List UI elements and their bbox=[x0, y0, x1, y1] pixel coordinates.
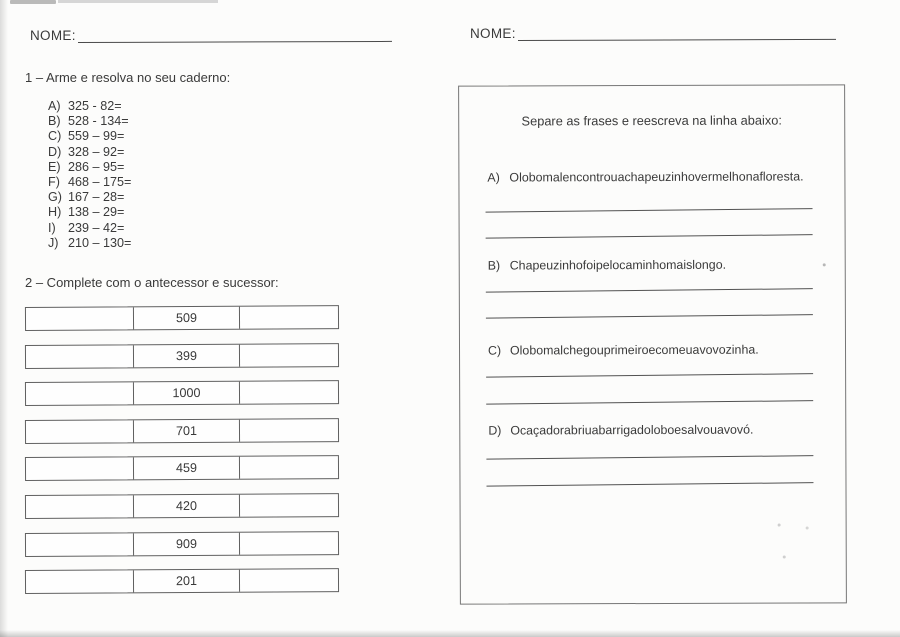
exercise-label: D) bbox=[48, 144, 62, 159]
antecessor-cell bbox=[26, 345, 134, 368]
sentence-label: C) bbox=[487, 343, 502, 358]
exercise-label: G) bbox=[48, 190, 62, 205]
exercise-label: A) bbox=[48, 99, 61, 113]
sentence-item bbox=[488, 423, 753, 438]
scan-edge-shadow-bottom bbox=[0, 630, 900, 637]
scan-edge-shadow-left bbox=[0, 0, 8, 637]
exercise-label: F) bbox=[48, 175, 60, 190]
antecessor-cell bbox=[26, 307, 134, 330]
exercise-item bbox=[48, 145, 131, 160]
sucessor-cell bbox=[240, 456, 338, 479]
answer-line bbox=[486, 208, 813, 212]
antecessor-sucessor-row bbox=[25, 568, 339, 594]
exercise-item bbox=[48, 221, 131, 236]
exercise-item bbox=[48, 236, 131, 251]
antecessor-cell bbox=[26, 495, 134, 518]
answer-line bbox=[486, 400, 813, 404]
sentence-label: B) bbox=[487, 258, 501, 273]
number-cell: 909 bbox=[134, 533, 240, 556]
scan-speck bbox=[823, 263, 826, 266]
exercise-label: J) bbox=[48, 235, 59, 250]
name-blank-line bbox=[518, 37, 836, 41]
number-cell: 701 bbox=[134, 420, 240, 443]
sucessor-cell bbox=[240, 419, 338, 442]
section1-title: 1 – Arme e resolva no seu caderno: bbox=[25, 70, 231, 85]
number-cell: 201 bbox=[134, 570, 240, 593]
exercise-expression: 167 – 28= bbox=[68, 190, 125, 205]
antecessor-cell bbox=[26, 457, 134, 480]
sentence-label: D) bbox=[488, 423, 502, 438]
sentence-text: Olobomalchegouprimeiroecomeuavovozinha. bbox=[509, 342, 759, 358]
number-cell: 509 bbox=[134, 307, 240, 330]
number-cell: 1000 bbox=[134, 382, 240, 405]
exercise-label: C) bbox=[48, 129, 62, 144]
antecessor-sucessor-row bbox=[25, 418, 339, 444]
antecessor-sucessor-row bbox=[25, 343, 339, 369]
antecessor-sucessor-row bbox=[25, 305, 339, 331]
exercise-item bbox=[48, 190, 131, 205]
exercise-expression: 528 - 134= bbox=[68, 114, 129, 129]
sucessor-cell bbox=[240, 494, 338, 517]
scan-speck bbox=[783, 556, 786, 559]
exercise-label: B) bbox=[48, 114, 61, 129]
exercise-expression: 210 – 130= bbox=[68, 235, 132, 250]
separate-sentences-box bbox=[458, 84, 847, 604]
scan-artifact-dash bbox=[10, 0, 56, 4]
box-title: Separe as frases e reescreva na linha abaixo: bbox=[521, 112, 782, 129]
sentence-item bbox=[488, 343, 759, 358]
answer-line bbox=[486, 373, 813, 377]
answer-line bbox=[486, 455, 813, 459]
answer-line bbox=[486, 234, 813, 238]
exercise-expression: 325 - 82= bbox=[68, 99, 122, 113]
sucessor-cell bbox=[240, 381, 338, 404]
number-cell: 420 bbox=[134, 495, 240, 518]
exercise-item bbox=[48, 129, 131, 144]
antecessor-cell bbox=[26, 570, 134, 593]
exercise-label: I) bbox=[48, 220, 56, 235]
number-cell: 459 bbox=[134, 457, 240, 480]
sentence-item bbox=[487, 169, 803, 184]
name-label: NOME: bbox=[470, 26, 516, 41]
sucessor-cell bbox=[240, 306, 338, 329]
sucessor-cell bbox=[240, 532, 338, 555]
exercise-expression: 138 – 29= bbox=[68, 205, 125, 220]
antecessor-sucessor-row bbox=[25, 455, 339, 481]
exercise-expression: 286 – 95= bbox=[68, 159, 125, 174]
antecessor-cell bbox=[26, 533, 134, 556]
exercise-expression: 559 – 99= bbox=[68, 129, 125, 144]
answer-line bbox=[486, 314, 813, 318]
exercise-expression: 239 – 42= bbox=[68, 220, 125, 235]
exercise-expression: 468 – 175= bbox=[68, 175, 132, 190]
sentence-item bbox=[488, 258, 726, 273]
exercise-item bbox=[48, 205, 131, 220]
subtraction-exercise-list bbox=[48, 99, 131, 251]
sentence-label: A) bbox=[487, 170, 500, 185]
exercise-expression: 328 – 92= bbox=[68, 144, 125, 159]
antecessor-sucessor-row bbox=[25, 380, 339, 406]
antecessor-cell bbox=[26, 420, 134, 443]
name-field-right bbox=[470, 26, 836, 41]
sucessor-cell bbox=[240, 344, 338, 367]
exercise-item bbox=[48, 175, 131, 190]
sentence-text: Ocaçadorabriuabarrigadoloboesalvouavovó. bbox=[510, 422, 754, 438]
scan-speck bbox=[806, 526, 809, 529]
exercise-item bbox=[48, 114, 131, 129]
name-label: NOME: bbox=[30, 28, 76, 43]
antecessor-sucessor-row bbox=[25, 531, 339, 557]
answer-line bbox=[486, 288, 813, 292]
exercise-label: E) bbox=[48, 159, 61, 174]
antecessor-sucessor-row bbox=[25, 493, 339, 519]
number-cell: 399 bbox=[134, 345, 240, 368]
name-blank-line bbox=[78, 39, 392, 43]
exercise-item bbox=[48, 160, 131, 175]
exercise-item bbox=[48, 99, 131, 114]
sucessor-cell bbox=[240, 569, 338, 592]
sentence-text: Olobomalencontrouachapeuzinhovermelhonafloresta. bbox=[509, 169, 804, 185]
answer-line bbox=[486, 482, 813, 486]
antecessor-cell bbox=[26, 382, 134, 405]
scan-artifact-streak bbox=[58, 0, 218, 3]
scan-speck bbox=[778, 524, 781, 527]
exercise-label: H) bbox=[48, 205, 62, 220]
name-field-left bbox=[30, 28, 392, 43]
sentence-text: Chapeuzinhofoipelocaminhomaislongo. bbox=[509, 257, 727, 273]
section2-title: 2 – Complete com o antecessor e sucessor: bbox=[25, 275, 279, 290]
